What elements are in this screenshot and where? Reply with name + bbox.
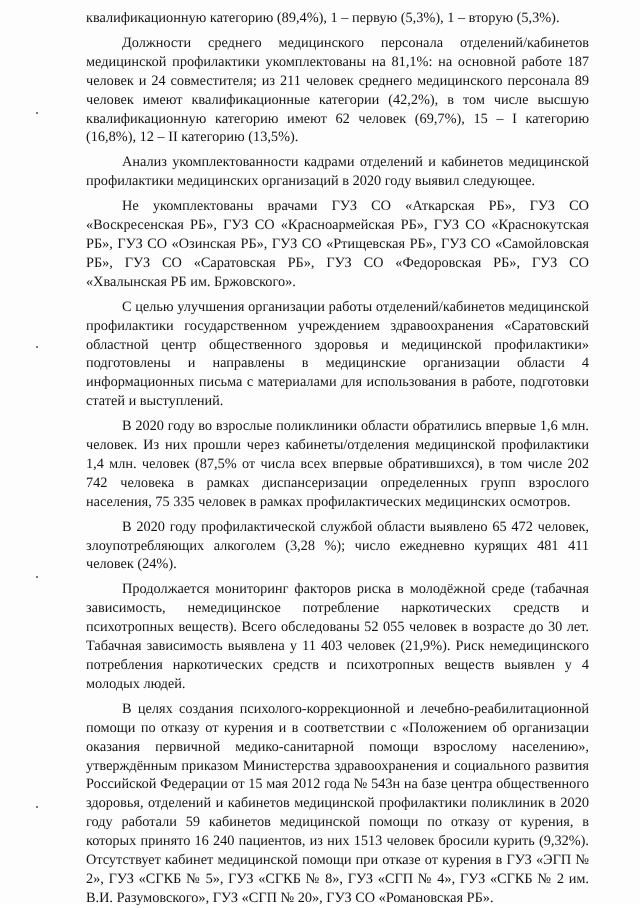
paragraph-qualification-continuation: квалификационную категорию (89,4%), 1 – первую (5,3%), 1 – вторую (5,3%).: [86, 10, 560, 26]
margin-mark: [36, 576, 38, 578]
margin-mark: [36, 112, 38, 114]
document-body: [86, 9, 589, 908]
paragraph-first-time-visits: В 2020 году во взрослые поликлиники области обратились впервые 1,6 млн. человек. Из них прошли через кабинеты/отделения медицинской профилактики 1,4 млн. человек (87,5% от числа всех впервые обратившихся), в том числе 202 742 человека в рамках диспансеризации определенных групп взрослого населения, 75 335 человек в рамках профилактических медицинских осмотров.: [86, 418, 589, 510]
paragraph-staffing-analysis: Анализ укомплектованности кадрами отделений и кабинетов медицинской профилактики медицинских организаций в 2020 году выявил следующее.: [86, 154, 589, 190]
paragraph-alcohol-smoking: В 2020 году профилактической службой области выявлено 65 472 человек, злоупотребляющих алкоголем (3,28 %); число ежедневно курящих 481 411 человек (24%).: [86, 518, 589, 573]
paragraph-information-letters: С целью улучшения организации работы отделений/кабинетов медицинской профилактики государственном учреждением здравоохранения «Саратовский областной центр общественного здоровья и медицинской профилактики» подготовлены и направлены в медицинские организации области 4 информационных письма с материалами для использования в работе, подготовки статей и выступлений.: [86, 298, 589, 410]
paragraph-youth-monitoring: Продолжается мониторинг факторов риска в молодёжной среде (табачная зависимость, немедицинское потребление наркотических средств и психотропных веществ). Всего обследованы 52 055 человек в возрасте до 30 лет. Табачная зависимость выявлена у 11 403 человек (21,9%). Риск немедицинского потребления наркотических средств и психотропных веществ выявлен у 4 молодых людей.: [86, 581, 589, 692]
paragraph-smoking-cessation: В целях создания психолого-коррекционной и лечебно-реабилитационной помощи по отказу от курения и в соответствии с «Положением об организации оказания первичной медико-санитарной помощи взрослому населению», утверждённым приказом Министерства здравоохранения и социального развития Российской Федерации от 15 мая 2012 года № 543н на базе центра общественного здоровья, отделений и кабинетов медицинской профилактики поликлиник в 2020 году работали 59 кабинетов медицинской помощи по отказу от курения, в которых принято 16 240 пациентов, из них 1513 человек бросили курить (9,32%). Отсутствует кабинет медицинской помощи при отказе от курения в ГУЗ «ЭГП № 2», ГУЗ «СГКБ № 5», ГУЗ «СГКБ № 8», ГУЗ «СГП № 4», ГУЗ «СГКБ № 2 им. В.И. Разумовского», ГУЗ «СГП № 20», ГУЗ СО «Романовская РБ».: [86, 700, 589, 906]
paragraph-nursing-staff: Должности среднего медицинского персонала отделений/кабинетов медицинской профилактики укомплектованы на 81,1%: на основной работе 187 человек и 24 совместителя; из 211 человек среднего медицинского персонала 89 человек имеют квалификационные категории (42,2%), в том числе высшую квалификационную категорию имеют 62 человек (69,7%), 15 – I категорию (16,8%), 12 – II категорию (13,5%).: [86, 34, 589, 146]
margin-mark: [36, 806, 38, 808]
paragraph-unstaffed-doctors: Не укомплектованы врачами ГУЗ СО «Аткарская РБ», ГУЗ СО «Воскресенская РБ», ГУЗ СО «Красноармейская РБ», ГУЗ СО «Краснокутская РБ», ГУЗ СО «Озинская РБ», ГУЗ СО «Ртищевская РБ», ГУЗ СО «Самойловская РБ», ГУЗ СО «Саратовская РБ», ГУЗ СО «Федоровская РБ», ГУЗ СО «Хвалынская РБ им. Бржовского».: [86, 198, 589, 290]
margin-mark: [36, 346, 38, 348]
